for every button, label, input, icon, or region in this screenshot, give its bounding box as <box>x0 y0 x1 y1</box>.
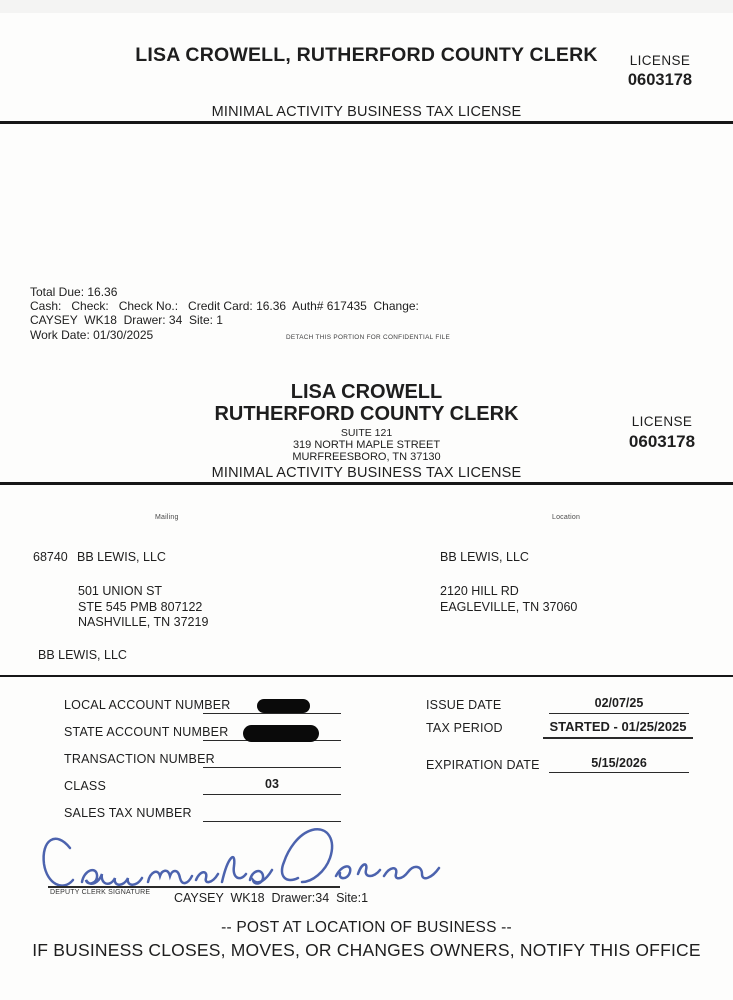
field-label-expiration-date: EXPIRATION DATE <box>426 758 540 772</box>
mailing-address-line: STE 545 PMB 807122 <box>78 600 203 614</box>
license-label: LICENSE <box>629 53 691 68</box>
license-block-top <box>613 53 707 90</box>
office-city: MURFREESBORO, TN 37130 <box>292 451 441 463</box>
office-name-line2: RUTHERFORD COUNTY CLERK <box>214 403 519 425</box>
mailing-address-line: 501 UNION ST <box>78 584 163 598</box>
payment-work-date: Work Date: 01/30/2025 <box>30 327 154 342</box>
field-line <box>203 713 341 714</box>
divider-main <box>0 482 733 485</box>
field-line <box>549 772 689 773</box>
mailing-address-line: NASHVILLE, TN 37219 <box>78 615 209 629</box>
location-address-line: 2120 HILL RD <box>440 584 519 598</box>
scan-edge <box>0 0 733 13</box>
license-block-main <box>611 414 713 452</box>
document-subtitle: MINIMAL ACTIVITY BUSINESS TAX LICENSE <box>211 104 522 120</box>
divider-fields <box>0 675 733 677</box>
payment-tender-line: Cash: Check: Check No.: Credit Card: 16.36 Auth# 617435 Change: <box>30 299 419 314</box>
field-label-tax-period: TAX PERIOD <box>426 721 503 735</box>
payment-total-due: Total Due: 16.36 <box>30 285 118 299</box>
field-line <box>543 737 693 739</box>
field-value-tax-period: STARTED - 01/25/2025 <box>549 719 687 734</box>
owner-name: BB LEWIS, LLC <box>38 648 127 662</box>
license-number: 0603178 <box>628 432 696 451</box>
office-name-line1: LISA CROWELL <box>290 381 443 403</box>
mailing-name: BB LEWIS, LLC <box>77 550 166 564</box>
license-number: 0603178 <box>627 71 693 89</box>
field-value-issue-date: 02/07/25 <box>594 696 644 710</box>
field-line <box>203 794 341 795</box>
field-line <box>203 821 341 822</box>
field-label-class: CLASS <box>64 779 106 793</box>
field-line <box>203 767 341 768</box>
location-address-line: EAGLEVILLE, TN 37060 <box>440 600 578 614</box>
page-title: LISA CROWELL, RUTHERFORD COUNTY CLERK <box>135 44 598 66</box>
account-number: 68740 <box>33 550 68 564</box>
redaction-local-account <box>257 699 310 713</box>
location-column-label: Location <box>552 514 581 521</box>
license-label: LICENSE <box>631 414 693 429</box>
mailing-column-label: Mailing <box>155 514 179 521</box>
footer-notify-notice: IF BUSINESS CLOSES, MOVES, OR CHANGES OWNERS, NOTIFY THIS OFFICE <box>32 940 701 960</box>
office-street: 319 NORTH MAPLE STREET <box>292 439 441 451</box>
clerk-info-line: CAYSEY WK18 Drawer:34 Site:1 <box>174 891 369 905</box>
field-line <box>549 713 689 714</box>
deputy-clerk-signature-label: DEPUTY CLERK SIGNATURE <box>50 889 151 896</box>
footer-post-notice: -- POST AT LOCATION OF BUSINESS -- <box>221 919 512 936</box>
redaction-state-account <box>243 725 319 742</box>
detach-note: DETACH THIS PORTION FOR CONFIDENTIAL FILE <box>286 334 451 341</box>
field-value-expiration-date: 5/15/2026 <box>591 756 647 770</box>
field-label-state-account-number: STATE ACCOUNT NUMBER <box>64 725 229 739</box>
signature-line <box>48 886 340 888</box>
divider-top <box>0 121 733 124</box>
field-label-transaction-number: TRANSACTION NUMBER <box>64 752 215 766</box>
field-value-class: 03 <box>265 777 279 791</box>
field-label-sales-tax-number: SALES TAX NUMBER <box>64 806 192 820</box>
office-suite: SUITE 121 <box>340 427 393 439</box>
field-label-issue-date: ISSUE DATE <box>426 698 502 712</box>
document-subtitle-main: MINIMAL ACTIVITY BUSINESS TAX LICENSE <box>211 465 522 481</box>
location-name: BB LEWIS, LLC <box>440 550 529 564</box>
payment-clerk-line: CAYSEY WK18 Drawer: 34 Site: 1 <box>30 313 223 328</box>
field-label-local-account-number: LOCAL ACCOUNT NUMBER <box>64 698 231 712</box>
